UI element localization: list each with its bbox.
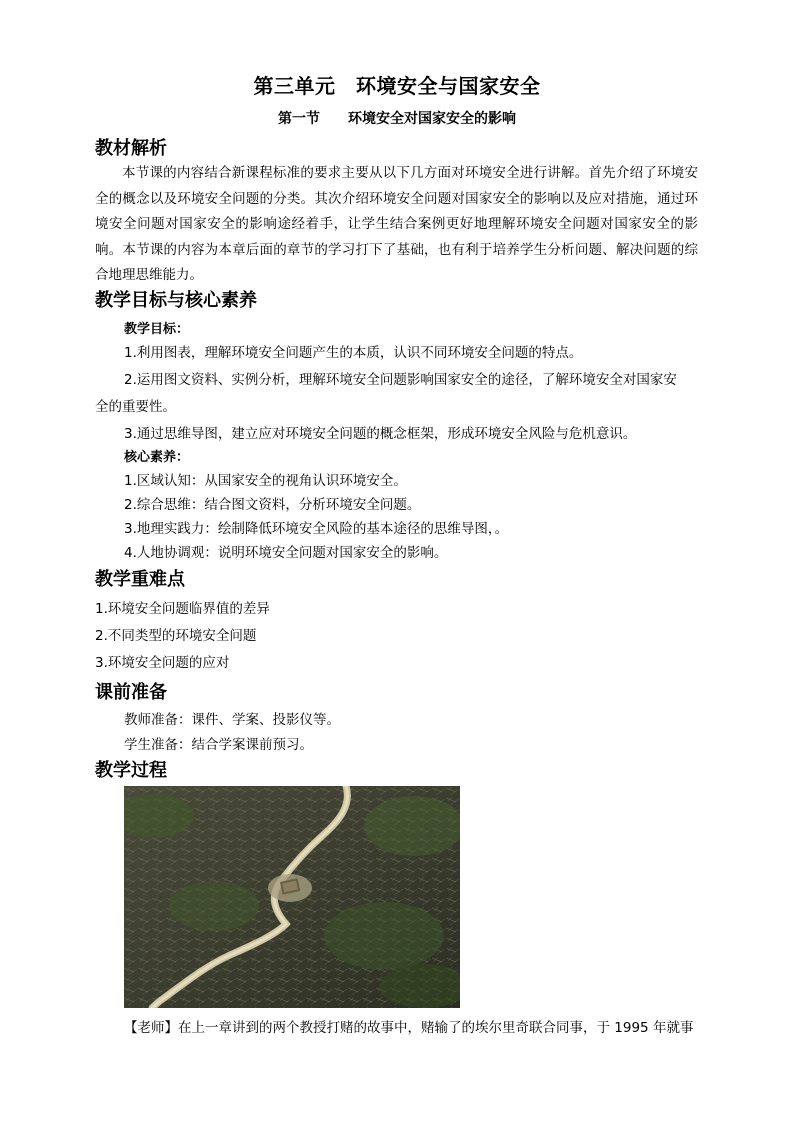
key-point-item: 2.不同类型的环境安全问题 <box>95 628 257 644</box>
teacher-dialogue: 【老师】在上一章讲到的两个教授打赌的故事中，赌输了的埃尔里奇联合同事，于 1995 年就事 <box>124 1020 694 1036</box>
key-point-item: 1.环境安全问题临界值的差异 <box>95 601 270 617</box>
objectives-label: 教学目标： <box>124 322 190 337</box>
objective-item-continued: 全的重要性。 <box>95 399 176 415</box>
textbook-paragraph: 本节课的内容结合新课程标准的要求主要从以下几方面对环境安全进行讲解。首先介绍了环境安全的概念以及环境安全问题的分类。其次介绍环境安全问题对国家安全的影响以及应对措施，通过环境安全问题对国家安全的影响途经着手，让学生结合案例更好地理解环境安全问题对国家安全的影响。本节课的内容为本章后面的章节的学习打下了基础，也有利于培养学生分析问题、解决问题的综合地理思维能力。 <box>95 165 698 284</box>
heading-preparation: 课前准备 <box>95 682 167 703</box>
literacy-item: 4.人地协调观：说明环境安全问题对国家安全的影响。 <box>124 545 448 561</box>
heading-textbook: 教材解析 <box>95 138 167 159</box>
objective-item: 3.通过思维导图，建立应对环境安全问题的概念框架，形成环境安全风险与危机意识。 <box>124 426 637 442</box>
objective-item: 1.利用图表，理解环境安全问题产生的本质，认识不同环境安全问题的特点。 <box>124 345 583 361</box>
heading-goals: 教学目标与核心素养 <box>95 290 257 311</box>
literacy-item: 1.区域认知：从国家安全的视角认识环境安全。 <box>124 473 407 489</box>
objective-item: 2.运用图文资料、实例分析，理解环境安全问题影响国家安全的途径，了解环境安全对国家安 <box>124 372 677 388</box>
key-point-item: 3.环境安全问题的应对 <box>95 655 230 671</box>
heading-key-points: 教学重难点 <box>95 569 185 590</box>
section-subtitle: 第一节 环境安全对国家安全的影响 <box>278 111 516 127</box>
literacy-label: 核心素养： <box>124 450 190 465</box>
deforestation-photo <box>124 786 460 1008</box>
literacy-item: 3.地理实践力：绘制降低环境安全风险的基本途径的思维导图，。 <box>124 521 509 537</box>
teacher-preparation: 教师准备：课件、学案、投影仪等。 <box>124 712 340 728</box>
heading-process: 教学过程 <box>95 760 167 781</box>
literacy-item: 2.综合思维：结合图文资料，分析环境安全问题。 <box>124 497 421 513</box>
page-title: 第三单元 环境安全与国家安全 <box>253 74 541 98</box>
student-preparation: 学生准备：结合学案课前预习。 <box>124 737 313 753</box>
